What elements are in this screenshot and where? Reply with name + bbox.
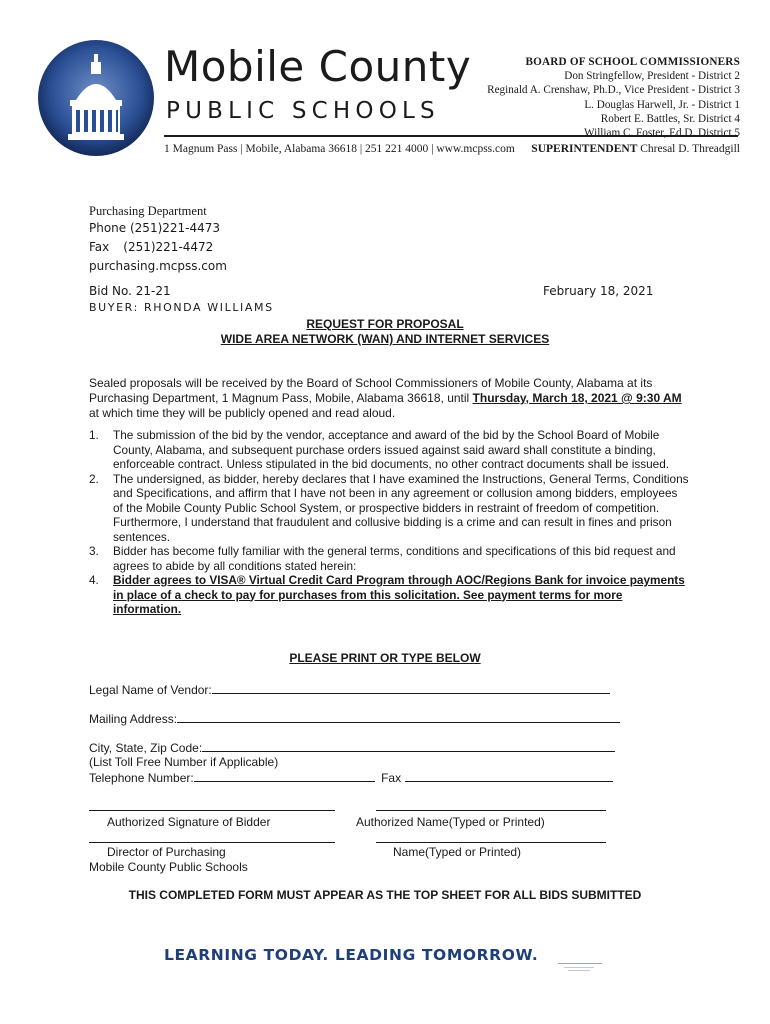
form-heading: PLEASE PRINT OR TYPE BELOW (289, 651, 481, 665)
toll-free-note: (List Toll Free Number if Applicable) (89, 755, 279, 769)
department-name: Purchasing Department (89, 204, 207, 218)
rfp-title-line2: WIDE AREA NETWORK (WAN) AND INTERNET SERVICES (220, 332, 550, 346)
fax-label: Fax (89, 240, 110, 254)
fax-line (89, 238, 227, 257)
director-label: Director of Purchasing (107, 845, 226, 859)
director-signature-line[interactable] (89, 842, 335, 843)
superintendent-name: Chresal D. Threadgill (640, 143, 740, 155)
rfp-title (0, 317, 770, 347)
authorized-name-line[interactable] (376, 810, 606, 811)
rfp-title-line1: REQUEST FOR PROPOSAL (306, 317, 464, 331)
board-member: Robert E. Battles, Sr. District 4 (600, 112, 740, 125)
website: purchasing.mcpss.com (89, 259, 227, 273)
fax-input[interactable] (405, 770, 613, 782)
board-member: Don Stringfellow, President - District 2 (564, 70, 740, 83)
mailing-address-label: Mailing Address: (89, 712, 178, 726)
intro-text-end: at which time they will be publicly opened and read aloud. (89, 406, 396, 420)
brand-name: Mobile County (164, 42, 472, 91)
term-number: 4. (89, 573, 99, 587)
superintendent-line (531, 143, 740, 155)
board-member: William C. Foster, Ed.D. District 5 (583, 127, 740, 140)
tagline: LEARNING TODAY. LEADING TOMORROW. (164, 946, 539, 964)
term-item (89, 472, 689, 545)
city-state-zip-input[interactable] (202, 740, 615, 752)
brand-subtitle: PUBLIC SCHOOLS (166, 98, 440, 124)
board-member: L. Douglas Harwell, Jr. - District 1 (584, 98, 740, 111)
organization-label: Mobile County Public Schools (89, 860, 248, 874)
board-member: Reginald A. Crenshaw, Ph.D., Vice President - District 3 (487, 84, 740, 97)
city-state-zip-label: City, State, Zip Code: (89, 741, 203, 755)
director-name-line[interactable] (376, 842, 606, 843)
terms-list (89, 428, 689, 617)
contact-block (89, 219, 227, 276)
authorized-name-label: Authorized Name(Typed or Printed) (356, 815, 545, 829)
term-text: The undersigned, as bidder, hereby declares that I have examined the Instructions, General Terms, Conditions and Specifications, and affirm that I have not been in any agreement or collusion among bidders, employees of the Mobile County Public School System, or prospective bidders in restraint of freedom of competition. Furthermore, I understand that fraudulent and collusive bidding is a crime and can result in fines and prison sentences. (113, 471, 689, 544)
director-name-label: Name(Typed or Printed) (393, 845, 522, 859)
mcpss-capitol-logo (36, 38, 156, 158)
intro-text: Sealed proposals will be received by the Board of School Commissioners of Mobile County, Alabama at its Purchasing Department, 1 Magnum Pass, Mobile, Alabama 36618, until (89, 376, 653, 405)
bidder-signature-line[interactable] (89, 810, 335, 811)
legal-name-label: Legal Name of Vendor: (89, 683, 212, 697)
telephone-field (89, 770, 613, 785)
fax-field-label: Fax (381, 771, 402, 785)
district-contact-line: 1 Magnum Pass | Mobile, Alabama 36618 | 251 221 4000 | www.mcpss.com (164, 143, 515, 155)
bid-date: February 18, 2021 (543, 284, 654, 298)
intro-paragraph (89, 376, 689, 421)
term-text: Bidder agrees to VISA® Virtual Credit Card Program through AOC/Regions Bank for invoice payments in place of a check to pay for purchases from this solicitation. See payment terms for more information. (113, 573, 685, 616)
telephone-label: Telephone Number: (89, 771, 194, 785)
term-number: 1. (89, 428, 99, 442)
superintendent-label: SUPERINTENDENT (531, 143, 638, 155)
city-state-zip-field (89, 740, 615, 755)
term-item (89, 428, 689, 472)
buyer-name: BUYER: RHONDA WILLIAMS (89, 301, 274, 314)
footer-note: THIS COMPLETED FORM MUST APPEAR AS THE TOP SHEET FOR ALL BIDS SUBMITTED (128, 888, 642, 902)
mailing-address-input[interactable] (177, 711, 620, 723)
small-district-mark (558, 957, 602, 973)
phone-number: Phone (251)221-4473 (89, 221, 221, 235)
fax-number: (251)221-4472 (123, 240, 214, 254)
term-number: 3. (89, 544, 99, 558)
due-date: Thursday, March 18, 2021 @ 9:30 AM (472, 391, 682, 405)
term-text: Bidder has become fully familiar with the general terms, conditions and specifications of this bid request and agrees to abide by all conditions stated herein: (113, 544, 676, 573)
term-item (89, 573, 689, 617)
telephone-input[interactable] (194, 770, 375, 782)
term-number: 2. (89, 471, 99, 486)
board-of-commissioners (487, 55, 740, 140)
bidder-signature-label: Authorized Signature of Bidder (107, 815, 271, 829)
mailing-address-field (89, 711, 620, 726)
legal-name-input[interactable] (212, 682, 610, 694)
term-text: The submission of the bid by the vendor, acceptance and award of the bid by the School Board of Mobile County, Alabama, and subsequent purchase orders issued against said award shall constitute a binding, enforceable contract. Unless stipulated in the bid documents, no other contract documents shall be issued. (113, 428, 670, 471)
legal-name-field (89, 682, 610, 697)
term-item (89, 544, 689, 573)
bid-number: Bid No. 21-21 (89, 284, 171, 298)
board-title: BOARD OF SCHOOL COMMISSIONERS (525, 56, 740, 68)
